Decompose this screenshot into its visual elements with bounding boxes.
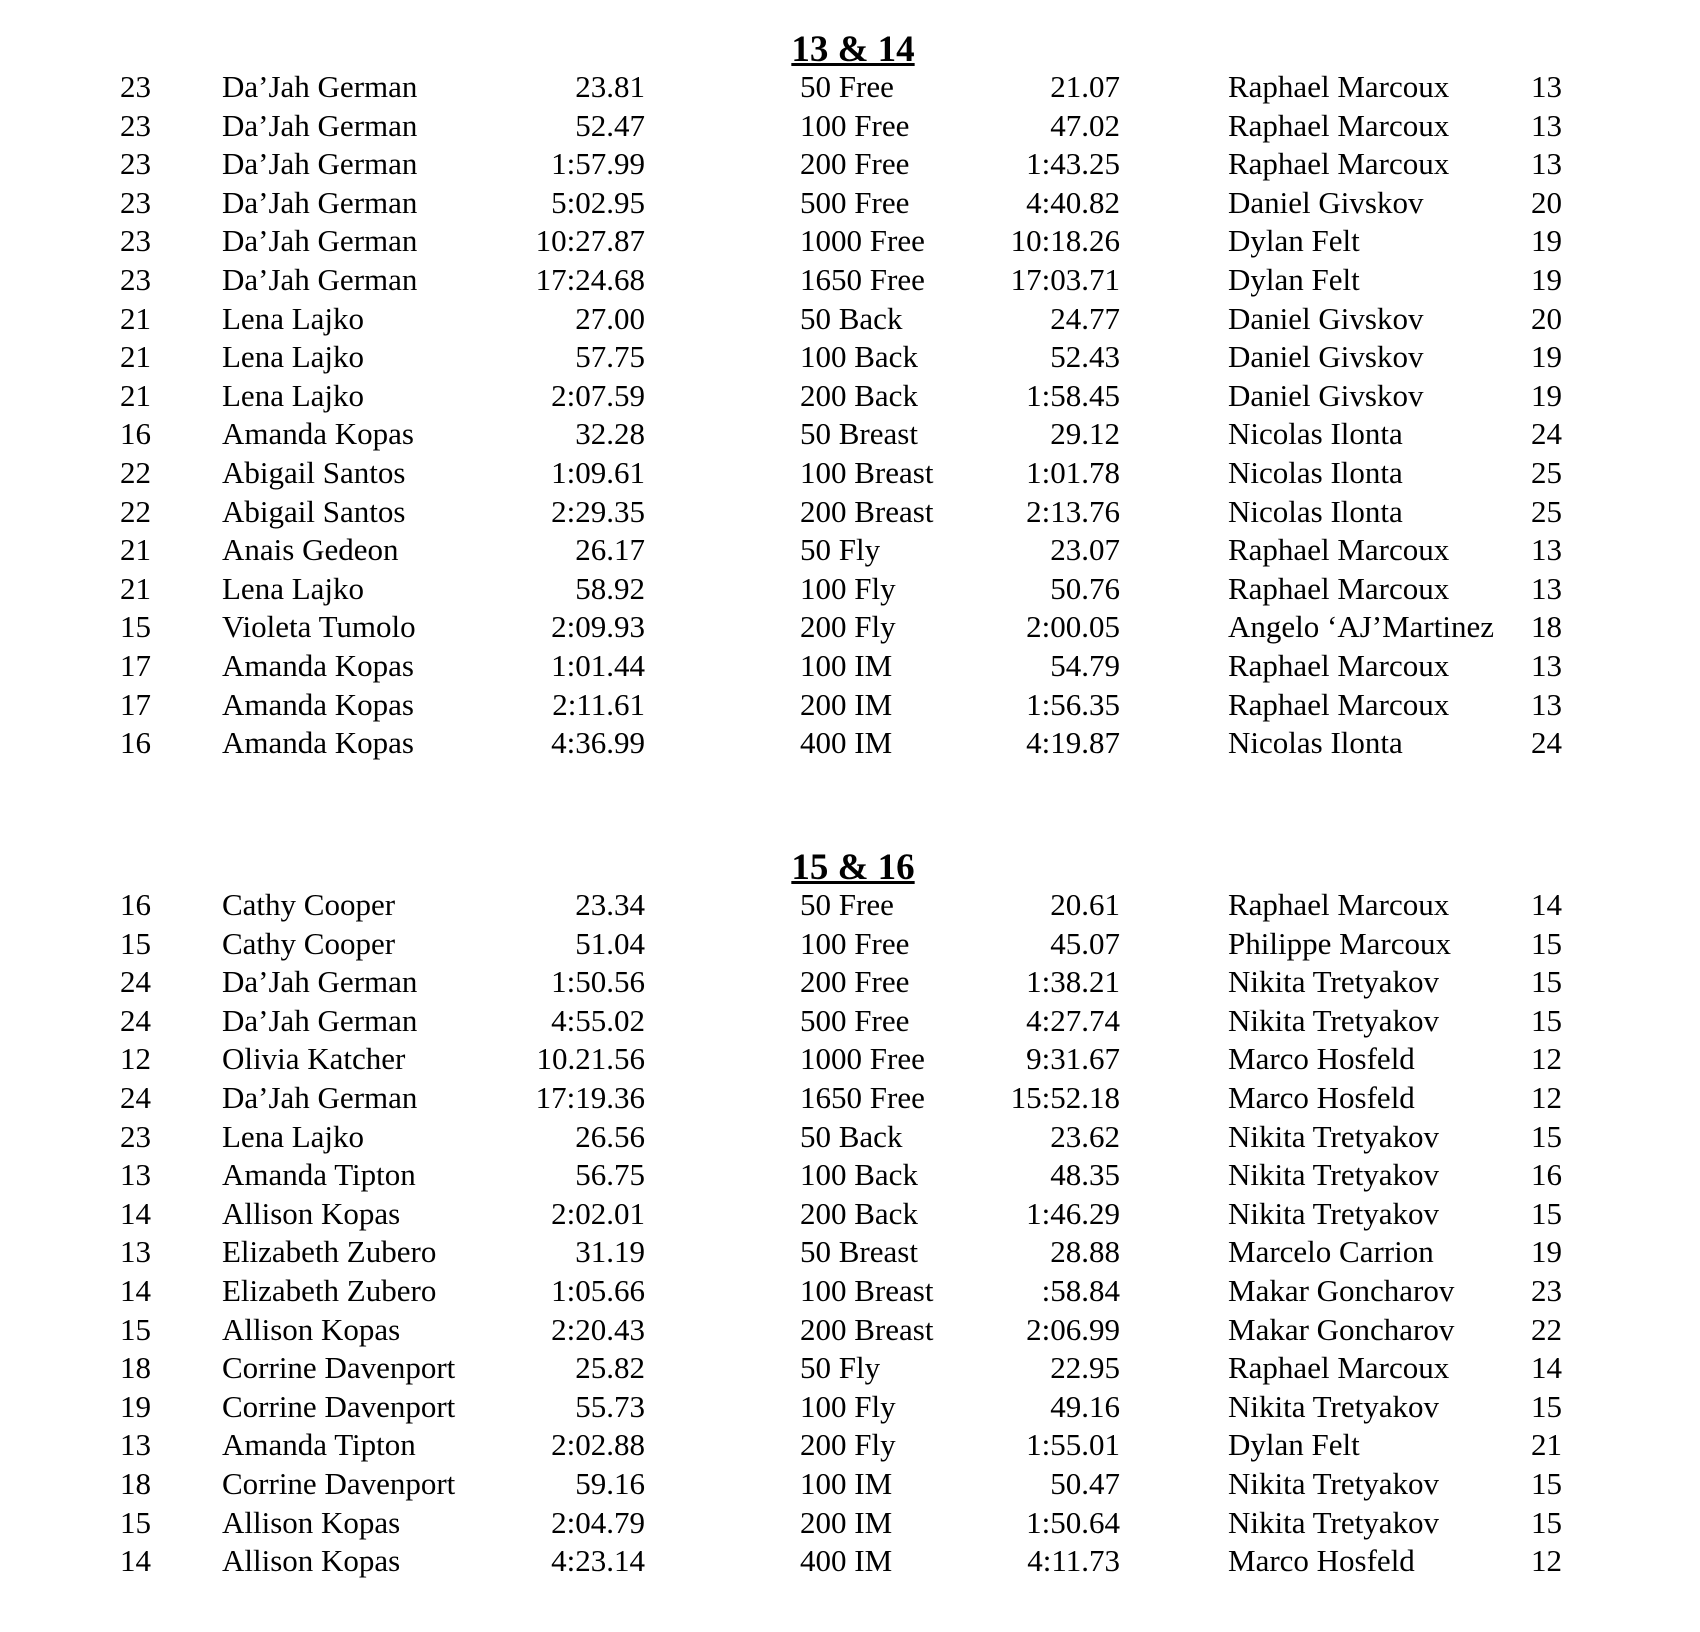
records-table [0, 68, 1700, 763]
table-row [0, 454, 1700, 493]
boys-age: 15 [1531, 1002, 1562, 1038]
girls-age: 23 [120, 146, 151, 182]
boys-time: 17:03.71 [1010, 261, 1120, 297]
girls-time: 10.21.56 [536, 1041, 645, 1077]
girls-time: 5:02.95 [551, 184, 645, 220]
boys-name: Raphael Marcoux [1228, 107, 1450, 143]
boys-age: 14 [1531, 887, 1562, 922]
boys-time: 1:43.25 [1026, 146, 1120, 182]
girls-age: 24 [120, 964, 151, 1000]
girls-age: 16 [120, 725, 151, 761]
table-row [0, 184, 1700, 223]
table-row [0, 570, 1700, 609]
table-row [0, 261, 1700, 300]
girls-name: Da’Jah German [222, 184, 418, 220]
girls-age: 17 [120, 686, 151, 722]
girls-age: 19 [120, 1388, 151, 1424]
boys-time: 20.61 [1050, 887, 1120, 922]
boys-age: 20 [1531, 300, 1562, 336]
girls-age: 23 [120, 223, 151, 259]
boys-age: 13 [1531, 686, 1562, 722]
boys-time: 1:50.64 [1026, 1504, 1120, 1540]
section-title [0, 30, 1700, 70]
boys-age: 13 [1531, 532, 1562, 568]
boys-name: Nikita Tretyakov [1228, 1465, 1439, 1501]
boys-time: 4:27.74 [1026, 1002, 1120, 1038]
table-row [0, 1002, 1700, 1041]
girls-age: 14 [120, 1543, 151, 1579]
girls-age: 14 [120, 1272, 151, 1308]
records-table [0, 886, 1700, 1581]
event-name: 200 IM [800, 1504, 893, 1540]
girls-age: 21 [120, 300, 151, 336]
boys-age: 14 [1531, 1350, 1562, 1386]
girls-time: 1:05.66 [551, 1272, 645, 1308]
boys-name: Raphael Marcoux [1228, 69, 1450, 104]
event-name: 100 Breast [800, 454, 934, 490]
girls-age: 21 [120, 339, 151, 375]
girls-age: 23 [120, 184, 151, 220]
boys-time: 1:38.21 [1026, 964, 1120, 1000]
boys-name: Nicolas Ilonta [1228, 416, 1403, 452]
boys-age: 23 [1531, 1272, 1562, 1308]
boys-age: 15 [1531, 964, 1562, 1000]
boys-name: Raphael Marcoux [1228, 647, 1450, 683]
boys-time: 1:01.78 [1026, 454, 1120, 490]
boys-time: 48.35 [1050, 1157, 1120, 1193]
boys-age: 18 [1531, 609, 1562, 645]
girls-name: Allison Kopas [222, 1504, 401, 1540]
table-row [0, 1195, 1700, 1234]
event-name: 200 Fly [800, 609, 896, 645]
boys-age: 15 [1531, 925, 1562, 961]
boys-age: 12 [1531, 1543, 1562, 1579]
event-name: 1000 Free [800, 223, 925, 259]
boys-time: 9:31.67 [1026, 1041, 1120, 1077]
boys-time: 4:40.82 [1026, 184, 1120, 220]
boys-name: Daniel Givskov [1228, 300, 1424, 336]
boys-name: Marco Hosfeld [1228, 1543, 1415, 1579]
girls-name: Amanda Kopas [222, 686, 414, 722]
boys-time: 50.76 [1050, 570, 1120, 606]
girls-age: 15 [120, 1311, 151, 1347]
event-name: 50 Breast [800, 416, 918, 452]
boys-time: 1:55.01 [1026, 1427, 1120, 1463]
table-row [0, 925, 1700, 964]
boys-time: 15:52.18 [1010, 1079, 1120, 1115]
boys-time: 52.43 [1050, 339, 1120, 375]
girls-time: 55.73 [575, 1388, 645, 1424]
boys-age: 15 [1531, 1195, 1562, 1231]
boys-time: 2:06.99 [1026, 1311, 1120, 1347]
boys-name: Raphael Marcoux [1228, 570, 1450, 606]
girls-time: 2:02.01 [551, 1195, 645, 1231]
girls-time: 2:02.88 [551, 1427, 645, 1463]
table-row [0, 107, 1700, 146]
table-row [0, 724, 1700, 763]
boys-age: 12 [1531, 1041, 1562, 1077]
girls-age: 13 [120, 1157, 151, 1193]
event-name: 100 IM [800, 647, 893, 683]
girls-time: 27.00 [575, 300, 645, 336]
boys-name: Nikita Tretyakov [1228, 1002, 1439, 1038]
girls-age: 23 [120, 1118, 151, 1154]
girls-age: 13 [120, 1427, 151, 1463]
boys-age: 15 [1531, 1504, 1562, 1540]
table-row [0, 338, 1700, 377]
girls-time: 4:36.99 [551, 725, 645, 761]
boys-name: Daniel Givskov [1228, 184, 1424, 220]
boys-age: 19 [1531, 377, 1562, 413]
event-name: 100 Back [800, 339, 918, 375]
boys-name: Dylan Felt [1228, 1427, 1360, 1463]
table-row [0, 1079, 1700, 1118]
girls-age: 23 [120, 69, 151, 104]
girls-time: 2:29.35 [551, 493, 645, 529]
event-name: 200 Free [800, 146, 910, 182]
girls-time: 2:07.59 [551, 377, 645, 413]
boys-age: 13 [1531, 647, 1562, 683]
girls-time: 1:50.56 [551, 964, 645, 1000]
girls-name: Abigail Santos [222, 493, 406, 529]
boys-age: 25 [1531, 493, 1562, 529]
boys-name: Makar Goncharov [1228, 1311, 1455, 1347]
girls-age: 18 [120, 1465, 151, 1501]
girls-name: Corrine Davenport [222, 1388, 456, 1424]
girls-name: Abigail Santos [222, 454, 406, 490]
girls-time: 32.28 [575, 416, 645, 452]
girls-time: 56.75 [575, 1157, 645, 1193]
girls-name: Da’Jah German [222, 107, 418, 143]
event-name: 500 Free [800, 184, 910, 220]
girls-name: Da’Jah German [222, 1002, 418, 1038]
girls-time: 52.47 [575, 107, 645, 143]
girls-age: 23 [120, 107, 151, 143]
boys-name: Marcelo Carrion [1228, 1234, 1434, 1270]
boys-name: Dylan Felt [1228, 261, 1360, 297]
boys-name: Raphael Marcoux [1228, 532, 1450, 568]
boys-age: 19 [1531, 261, 1562, 297]
girls-time: 1:09.61 [551, 454, 645, 490]
girls-time: 1:57.99 [551, 146, 645, 182]
event-name: 50 Fly [800, 1350, 881, 1386]
girls-age: 12 [120, 1041, 151, 1077]
girls-time: 51.04 [575, 925, 645, 961]
event-name: 50 Breast [800, 1234, 918, 1270]
girls-name: Allison Kopas [222, 1195, 401, 1231]
boys-name: Nicolas Ilonta [1228, 725, 1403, 761]
girls-name: Olivia Katcher [222, 1041, 406, 1077]
boys-name: Nikita Tretyakov [1228, 1195, 1439, 1231]
section-title [0, 848, 1700, 888]
event-name: 200 IM [800, 686, 893, 722]
boys-name: Daniel Givskov [1228, 377, 1424, 413]
girls-age: 17 [120, 647, 151, 683]
table-row [0, 493, 1700, 532]
event-name: 200 Fly [800, 1427, 896, 1463]
girls-name: Lena Lajko [222, 1118, 365, 1154]
table-row [0, 963, 1700, 1002]
table-row [0, 886, 1700, 925]
section-title-text: 13 & 14 [791, 29, 915, 70]
table-row [0, 1465, 1700, 1504]
boys-time: 28.88 [1050, 1234, 1120, 1270]
table-row [0, 1542, 1700, 1581]
table-row [0, 1388, 1700, 1427]
event-name: 100 Free [800, 107, 910, 143]
boys-name: Nicolas Ilonta [1228, 493, 1403, 529]
table-row [0, 686, 1700, 725]
girls-time: 10:27.87 [535, 223, 645, 259]
girls-time: 31.19 [575, 1234, 645, 1270]
girls-name: Amanda Tipton [222, 1157, 416, 1193]
table-row [0, 222, 1700, 261]
girls-age: 16 [120, 416, 151, 452]
boys-time: 22.95 [1050, 1350, 1120, 1386]
boys-name: Makar Goncharov [1228, 1272, 1455, 1308]
girls-name: Da’Jah German [222, 223, 418, 259]
girls-name: Lena Lajko [222, 300, 365, 336]
girls-name: Corrine Davenport [222, 1350, 456, 1386]
event-name: 1650 Free [800, 261, 925, 297]
girls-name: Cathy Cooper [222, 887, 396, 922]
girls-name: Da’Jah German [222, 69, 418, 104]
table-row [0, 1156, 1700, 1195]
event-name: 100 IM [800, 1465, 893, 1501]
girls-age: 18 [120, 1350, 151, 1386]
boys-time: 21.07 [1050, 69, 1120, 104]
table-row [0, 1272, 1700, 1311]
event-name: 50 Back [800, 300, 903, 336]
boys-time: 4:19.87 [1026, 725, 1120, 761]
girls-name: Anais Gedeon [222, 532, 399, 568]
girls-time: 2:11.61 [552, 686, 645, 722]
boys-time: 4:11.73 [1027, 1543, 1120, 1579]
event-name: 500 Free [800, 1002, 910, 1038]
boys-age: 24 [1531, 416, 1562, 452]
girls-time: 26.17 [575, 532, 645, 568]
boys-name: Dylan Felt [1228, 223, 1360, 259]
girls-name: Elizabeth Zubero [222, 1272, 437, 1308]
event-name: 100 Fly [800, 570, 896, 606]
boys-age: 19 [1531, 1234, 1562, 1270]
boys-age: 19 [1531, 223, 1562, 259]
event-name: 200 Breast [800, 493, 934, 529]
girls-time: 23.81 [575, 69, 645, 104]
boys-time: 1:56.35 [1026, 686, 1120, 722]
table-row [0, 608, 1700, 647]
boys-time: 10:18.26 [1010, 223, 1120, 259]
girls-time: 17:19.36 [535, 1079, 645, 1115]
boys-name: Nikita Tretyakov [1228, 1504, 1439, 1540]
girls-name: Elizabeth Zubero [222, 1234, 437, 1270]
girls-age: 21 [120, 532, 151, 568]
girls-name: Lena Lajko [222, 339, 365, 375]
table-row [0, 415, 1700, 454]
event-name: 50 Free [800, 69, 894, 104]
girls-age: 23 [120, 261, 151, 297]
boys-time: 23.07 [1050, 532, 1120, 568]
boys-age: 12 [1531, 1079, 1562, 1115]
table-row [0, 1118, 1700, 1157]
boys-name: Nikita Tretyakov [1228, 1118, 1439, 1154]
girls-time: 2:04.79 [551, 1504, 645, 1540]
event-name: 50 Fly [800, 532, 881, 568]
boys-age: 13 [1531, 570, 1562, 606]
girls-name: Da’Jah German [222, 146, 418, 182]
girls-age: 16 [120, 887, 151, 922]
boys-name: Philippe Marcoux [1228, 925, 1451, 961]
boys-age: 13 [1531, 69, 1562, 104]
boys-name: Raphael Marcoux [1228, 686, 1450, 722]
boys-age: 22 [1531, 1311, 1562, 1347]
boys-name: Nikita Tretyakov [1228, 1157, 1439, 1193]
boys-age: 16 [1531, 1157, 1562, 1193]
boys-time: 1:46.29 [1026, 1195, 1120, 1231]
girls-name: Da’Jah German [222, 261, 418, 297]
event-name: 100 Breast [800, 1272, 934, 1308]
table-row [0, 531, 1700, 570]
girls-time: 25.82 [575, 1350, 645, 1386]
girls-name: Da’Jah German [222, 964, 418, 1000]
girls-age: 15 [120, 609, 151, 645]
girls-time: 26.56 [575, 1118, 645, 1154]
event-name: 200 Free [800, 964, 910, 1000]
girls-time: 23.34 [575, 887, 645, 922]
girls-time: 58.92 [575, 570, 645, 606]
boys-time: :58.84 [1041, 1272, 1120, 1308]
event-name: 200 Back [800, 377, 918, 413]
girls-age: 22 [120, 454, 151, 490]
boys-time: 47.02 [1050, 107, 1120, 143]
girls-age: 24 [120, 1079, 151, 1115]
girls-name: Corrine Davenport [222, 1465, 456, 1501]
girls-time: 4:23.14 [551, 1543, 645, 1579]
boys-name: Nicolas Ilonta [1228, 454, 1403, 490]
girls-time: 4:55.02 [551, 1002, 645, 1038]
boys-time: 1:58.45 [1026, 377, 1120, 413]
girls-name: Amanda Kopas [222, 416, 414, 452]
boys-name: Raphael Marcoux [1228, 1350, 1450, 1386]
girls-name: Amanda Tipton [222, 1427, 416, 1463]
girls-time: 59.16 [575, 1465, 645, 1501]
girls-name: Allison Kopas [222, 1311, 401, 1347]
boys-name: Daniel Givskov [1228, 339, 1424, 375]
table-row [0, 145, 1700, 184]
boys-name: Raphael Marcoux [1228, 146, 1450, 182]
event-name: 200 Back [800, 1195, 918, 1231]
boys-time: 29.12 [1050, 416, 1120, 452]
boys-age: 13 [1531, 146, 1562, 182]
table-row [0, 300, 1700, 339]
boys-name: Angelo ‘AJ’Martinez [1228, 609, 1494, 645]
event-name: 1650 Free [800, 1079, 925, 1115]
boys-name: Nikita Tretyakov [1228, 1388, 1439, 1424]
event-name: 100 Free [800, 925, 910, 961]
girls-time: 1:01.44 [551, 647, 645, 683]
boys-time: 24.77 [1050, 300, 1120, 336]
event-name: 1000 Free [800, 1041, 925, 1077]
table-row [0, 1349, 1700, 1388]
boys-time: 2:13.76 [1026, 493, 1120, 529]
section-title-text: 15 & 16 [791, 847, 915, 888]
event-name: 50 Back [800, 1118, 903, 1154]
girls-time: 57.75 [575, 339, 645, 375]
event-name: 50 Free [800, 887, 894, 922]
event-name: 200 Breast [800, 1311, 934, 1347]
girls-age: 21 [120, 377, 151, 413]
girls-name: Lena Lajko [222, 570, 365, 606]
boys-time: 2:00.05 [1026, 609, 1120, 645]
table-row [0, 377, 1700, 416]
girls-name: Allison Kopas [222, 1543, 401, 1579]
boys-time: 49.16 [1050, 1388, 1120, 1424]
girls-age: 24 [120, 1002, 151, 1038]
table-row [0, 647, 1700, 686]
boys-age: 13 [1531, 107, 1562, 143]
boys-age: 20 [1531, 184, 1562, 220]
girls-name: Da’Jah German [222, 1079, 418, 1115]
event-name: 100 Back [800, 1157, 918, 1193]
girls-age: 15 [120, 925, 151, 961]
boys-name: Nikita Tretyakov [1228, 964, 1439, 1000]
boys-age: 15 [1531, 1388, 1562, 1424]
girls-age: 15 [120, 1504, 151, 1540]
boys-age: 15 [1531, 1118, 1562, 1154]
girls-age: 21 [120, 570, 151, 606]
girls-name: Amanda Kopas [222, 725, 414, 761]
girls-time: 2:20.43 [551, 1311, 645, 1347]
girls-age: 14 [120, 1195, 151, 1231]
event-name: 400 IM [800, 1543, 893, 1579]
table-row [0, 1504, 1700, 1543]
boys-name: Raphael Marcoux [1228, 887, 1450, 922]
table-row [0, 68, 1700, 107]
girls-time: 17:24.68 [535, 261, 645, 297]
table-row [0, 1426, 1700, 1465]
girls-time: 2:09.93 [551, 609, 645, 645]
boys-age: 25 [1531, 454, 1562, 490]
boys-age: 24 [1531, 725, 1562, 761]
girls-age: 13 [120, 1234, 151, 1270]
girls-name: Violeta Tumolo [222, 609, 416, 645]
boys-time: 54.79 [1050, 647, 1120, 683]
boys-age: 15 [1531, 1465, 1562, 1501]
boys-age: 19 [1531, 339, 1562, 375]
girls-name: Cathy Cooper [222, 925, 396, 961]
girls-name: Amanda Kopas [222, 647, 414, 683]
event-name: 400 IM [800, 725, 893, 761]
girls-name: Lena Lajko [222, 377, 365, 413]
boys-time: 23.62 [1050, 1118, 1120, 1154]
boys-time: 45.07 [1050, 925, 1120, 961]
boys-name: Marco Hosfeld [1228, 1079, 1415, 1115]
boys-time: 50.47 [1050, 1465, 1120, 1501]
boys-name: Marco Hosfeld [1228, 1041, 1415, 1077]
table-row [0, 1311, 1700, 1350]
girls-age: 22 [120, 493, 151, 529]
event-name: 100 Fly [800, 1388, 896, 1424]
table-row [0, 1233, 1700, 1272]
table-row [0, 1040, 1700, 1079]
boys-age: 21 [1531, 1427, 1562, 1463]
